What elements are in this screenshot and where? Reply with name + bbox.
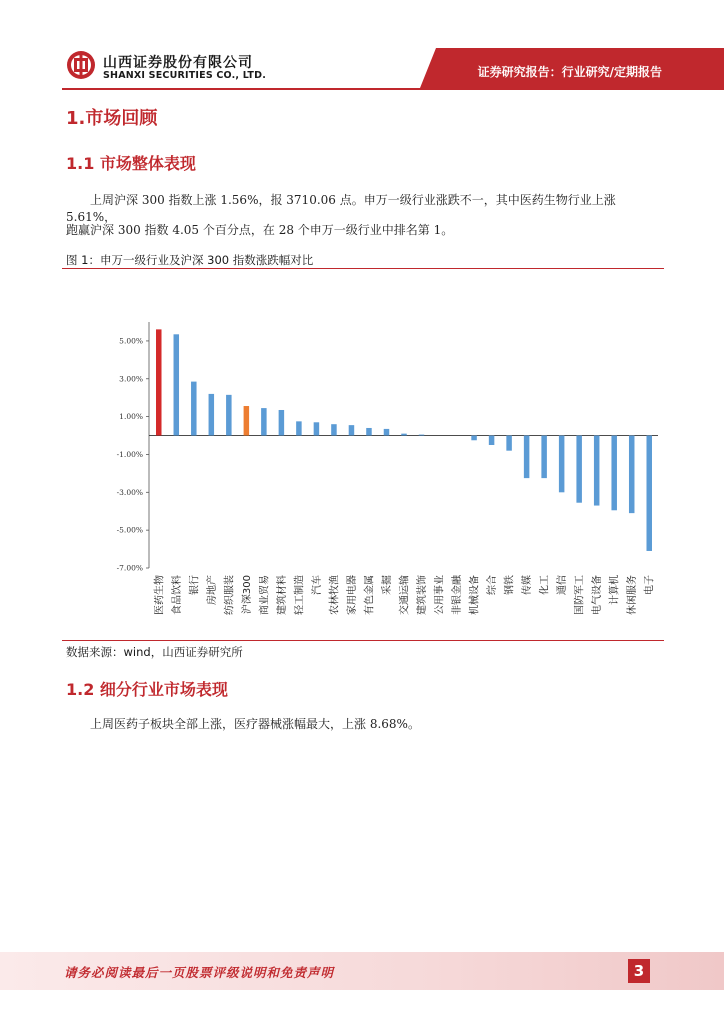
category-label: 食品饮料 <box>171 575 183 615</box>
category-label: 综合 <box>487 575 499 595</box>
bar <box>611 436 617 511</box>
category-label: 机械设备 <box>469 575 481 615</box>
y-tick-label: -7.00% <box>116 563 143 573</box>
bar <box>279 410 285 436</box>
category-label: 传媒 <box>522 575 534 595</box>
bar <box>524 436 530 479</box>
bar <box>156 329 162 435</box>
category-label: 国防军工 <box>574 575 586 615</box>
subsector-paragraph: 上周医药子板块全部上涨，医疗器械涨幅最大，上涨 8.68%。 <box>90 717 420 731</box>
section-title-overall-performance: 1.1 市场整体表现 <box>66 154 196 173</box>
category-label: 医药生物 <box>154 575 166 615</box>
company-name-cn: 山西证券股份有限公司 <box>103 55 253 71</box>
overview-paragraph-line1: 上周沪深 300 指数上涨 1.56%，报 3710.06 点。申万一级行业涨跌不一，其中医药生物行业上涨 5.61%， <box>66 193 616 224</box>
bar <box>331 424 337 435</box>
category-label: 沪深300 <box>241 575 253 615</box>
bar <box>314 422 320 435</box>
disclaimer-notice: 请务必阅读最后一页股票评级说明和免责声明 <box>64 965 335 980</box>
section-title-market-review: 1.市场回顾 <box>66 108 158 129</box>
category-label: 汽车 <box>311 575 323 595</box>
category-label: 建筑装饰 <box>417 575 429 615</box>
y-tick-label: -3.00% <box>116 487 143 497</box>
category-label: 银行 <box>189 575 201 595</box>
figure-top-rule <box>62 268 664 269</box>
y-tick-label: -5.00% <box>116 525 143 535</box>
y-tick-label: 3.00% <box>119 374 143 384</box>
category-label: 建筑材料 <box>276 575 288 615</box>
figure-caption: 图 1：申万一级行业及沪深 300 指数涨跌幅对比 <box>66 253 314 267</box>
category-label: 采掘 <box>381 575 393 595</box>
category-label: 计算机 <box>609 575 621 605</box>
bar <box>261 408 267 435</box>
section-title-subsector-performance: 1.2 细分行业市场表现 <box>66 680 228 699</box>
bar <box>384 429 390 436</box>
bar <box>401 434 407 436</box>
page-number: 3 <box>628 959 650 983</box>
category-label: 农林牧渔 <box>329 575 341 615</box>
category-label: 通信 <box>557 575 569 595</box>
company-logo-icon <box>66 50 96 80</box>
y-tick-label: 1.00% <box>119 412 143 422</box>
bar <box>191 382 197 436</box>
header-divider <box>62 88 724 90</box>
bar <box>349 425 355 435</box>
bar <box>226 395 232 436</box>
industry-return-bar-chart <box>62 270 662 638</box>
report-type-label: 证券研究报告：行业研究/定期报告 <box>477 65 662 79</box>
category-label: 轻工制造 <box>294 575 306 615</box>
bar <box>576 436 582 503</box>
category-label: 非银金融 <box>452 575 464 615</box>
category-label: 化工 <box>539 575 551 595</box>
page-header <box>0 0 724 92</box>
category-label: 有色金属 <box>364 575 376 615</box>
bar <box>629 436 635 514</box>
figure-bottom-rule <box>62 640 664 641</box>
bar <box>559 436 565 493</box>
bar <box>471 436 477 441</box>
category-label: 休闲服务 <box>627 575 639 615</box>
y-tick-label: -1.00% <box>116 449 143 459</box>
bar <box>296 421 302 435</box>
category-label: 电气设备 <box>592 575 604 615</box>
category-label: 钢铁 <box>504 575 516 595</box>
category-label: 电子 <box>644 575 656 595</box>
y-tick-label: 5.00% <box>119 336 143 346</box>
overview-paragraph-line2: 跑赢沪深 300 指数 4.05 个百分点，在 28 个申万一级行业中排名第 1。 <box>66 223 454 237</box>
category-label: 家用电器 <box>346 575 358 615</box>
bar <box>244 406 250 436</box>
bar <box>209 394 215 436</box>
category-label: 交通运输 <box>399 575 411 615</box>
data-source-note: 数据来源：wind，山西证券研究所 <box>66 645 243 659</box>
bar <box>506 436 512 451</box>
bar <box>541 436 547 479</box>
bar <box>646 436 652 551</box>
bar <box>174 334 180 435</box>
bar <box>594 436 600 506</box>
category-label: 公用事业 <box>434 575 446 615</box>
category-label: 房地产 <box>206 575 218 605</box>
company-name-en: SHANXI SECURITIES CO., LTD. <box>103 70 267 81</box>
category-label: 纺织服装 <box>224 575 236 615</box>
bar <box>419 435 425 436</box>
bar <box>366 428 372 436</box>
category-label: 商业贸易 <box>259 575 271 615</box>
bar <box>489 436 495 445</box>
